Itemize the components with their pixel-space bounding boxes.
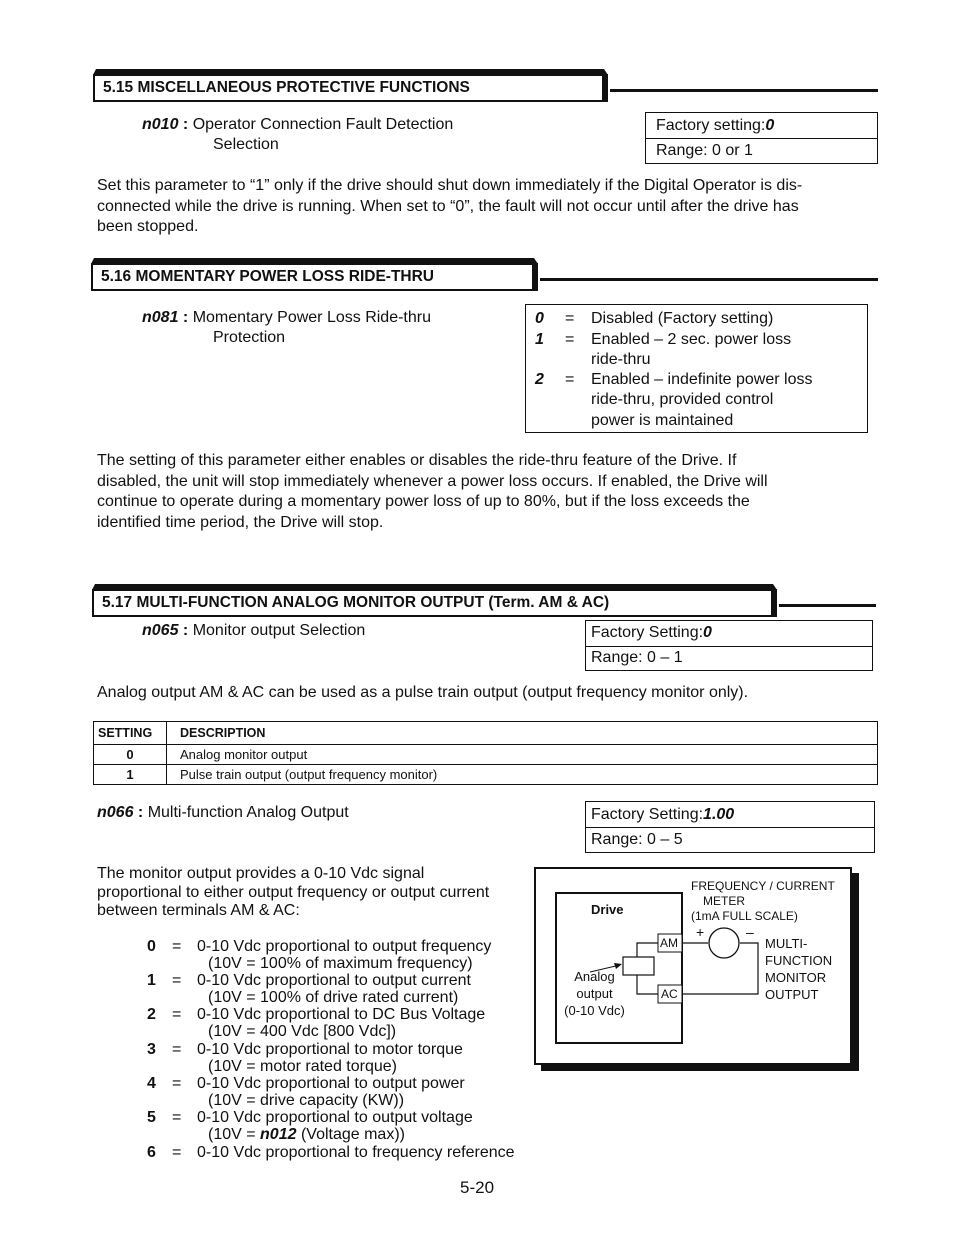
factory-setting: Factory Setting: 1.00: [591, 805, 735, 823]
section-heading-5-17: 5.17 MULTI-FUNCTION ANALOG MONITOR OUTPUT (Term. AM & AC): [92, 589, 773, 617]
terminal-am: AM: [660, 936, 678, 950]
factory-setting: Factory Setting: 0: [591, 624, 712, 642]
table-header: SETTING DESCRIPTION: [94, 722, 878, 745]
settings-table: [93, 721, 878, 785]
factory-setting-box-n010: [645, 112, 878, 164]
parameter-n066: n066 : Multi-function Analog Output: [97, 804, 349, 821]
heading-rule: [779, 604, 876, 607]
analog-output-label: Analog output (0-10 Vdc): [564, 969, 625, 1018]
section-heading-5-16: 5.16 MOMENTARY POWER LOSS RIDE-THRU: [91, 263, 534, 291]
heading-rule: [610, 89, 878, 92]
factory-setting-box-n066: [585, 801, 875, 853]
parameter-n065: n065 : Monitor output Selection: [142, 622, 366, 639]
heading-rule: [540, 278, 878, 281]
range: Range: 0 – 5: [586, 827, 874, 852]
table-row: 1 Pulse train output (output frequency monitor): [94, 765, 878, 785]
option-2: 2 = Enabled – indefinite power loss ride-thru, provided control power is maintained: [535, 371, 813, 429]
table-row: 0 Analog monitor output: [94, 745, 878, 765]
paragraph-n081: The setting of this parameter either enables or disables the ride-thru feature of the Drive. If disabled, the unit will stop immediately whenever a power loss occurs. If enabled, the Drive will continue to operate during a momentary power loss of up to 80%, but if the loss exceeds the identified time period, the Drive will stop.: [97, 452, 768, 531]
terminal-ac: AC: [661, 987, 678, 1001]
parameter-n081: n081 : Momentary Power Loss Ride-thru Protection: [142, 309, 431, 346]
factory-setting: Factory setting: 0: [656, 116, 775, 134]
wiring-diagram: [534, 867, 852, 1065]
paragraph-monitor-output: The monitor output provides a 0-10 Vdc signal proportional to either output frequency or output current between terminals AM & AC:: [97, 865, 490, 919]
multi-function-label: MULTI- FUNCTION MONITOR OUTPUT: [765, 936, 833, 1002]
section-heading-5-15: 5.15 MISCELLANEOUS PROTECTIVE FUNCTIONS: [93, 74, 604, 102]
meter-label: FREQUENCY / CURRENT METER (1mA FULL SCALE): [691, 879, 835, 923]
page-number: 5-20: [460, 1178, 495, 1197]
parameter-n010: n010 : Operator Connection Fault Detection Selection: [142, 116, 454, 153]
option-0: 0 = Disabled (Factory setting): [535, 310, 774, 327]
drive-label: Drive: [591, 902, 624, 917]
factory-setting-box-n065: [585, 620, 873, 671]
option-1: 1 = Enabled – 2 sec. power loss ride-thru: [535, 331, 792, 368]
options-box-n081: [525, 304, 868, 433]
paragraph-n010: Set this parameter to “1” only if the drive should shut down immediately if the Digital Operator is dis- connected while the drive is running. When set to “0”, the fault will not occur until after the drive has been stopped.: [97, 177, 803, 235]
range: Range: 0 or 1: [646, 138, 877, 163]
paragraph-am-ac: Analog output AM & AC can be used as a pulse train output (output frequency monitor only).: [97, 684, 749, 701]
range: Range: 0 – 1: [586, 646, 872, 671]
plus-sign: +: [696, 924, 705, 940]
minus-sign: –: [746, 924, 754, 940]
